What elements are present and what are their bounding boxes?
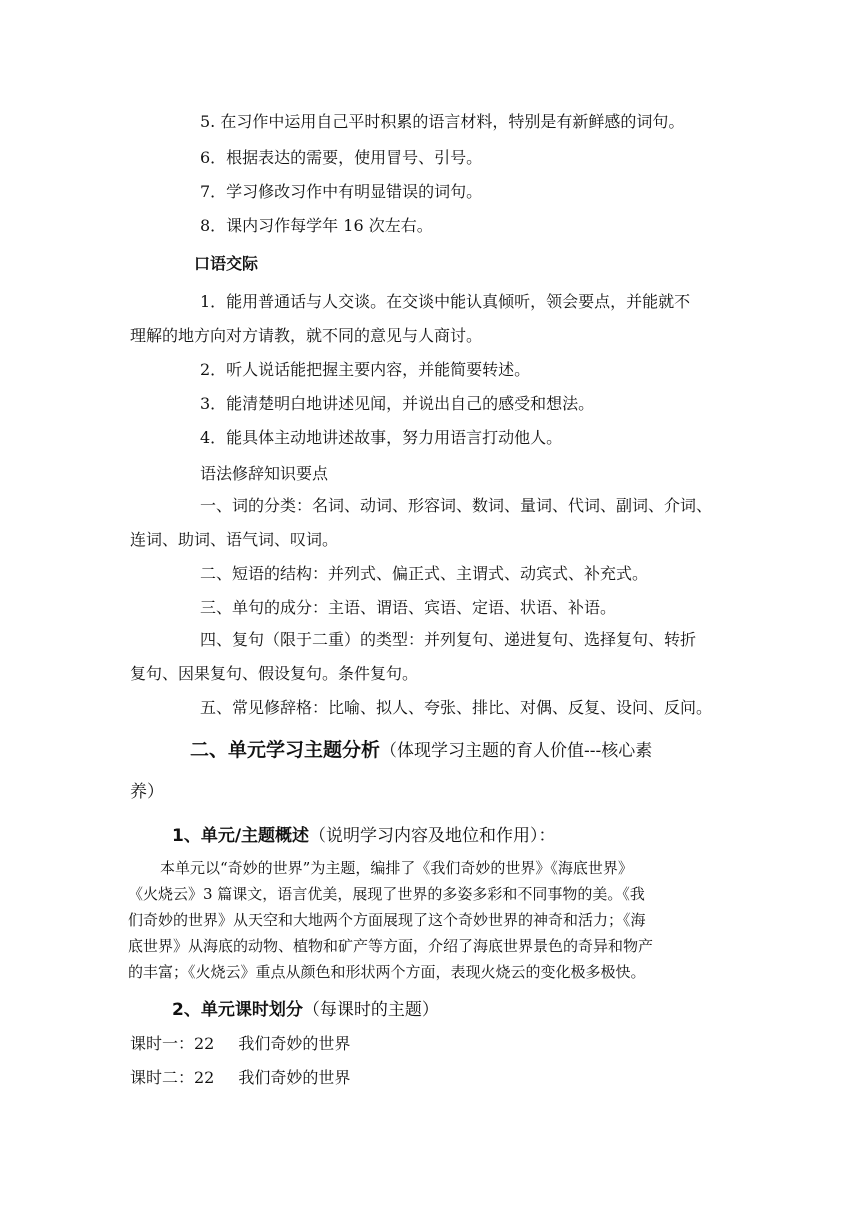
- periods-title: 2、单元课时划分: [172, 1000, 303, 1020]
- writing-item-7: 7．学习修改习作中有明显错误的词句。: [200, 182, 483, 201]
- grammar-p4-line-2: 复句、因果复句、假设复句。条件复句。: [130, 664, 419, 683]
- periods-note: （每课时的主题）: [302, 1000, 439, 1020]
- section-2-note-line-2: 养）: [130, 782, 164, 802]
- period-row: [130, 1068, 350, 1088]
- period-label: 课时二：22: [130, 1068, 215, 1087]
- section-2-note: （体现学习主题的育人价值---核心素: [380, 741, 653, 761]
- grammar-p2: 二、短语的结构：并列式、偏正式、主谓式、动宾式、补充式。: [200, 564, 649, 583]
- writing-item-6: 6．根据表达的需要，使用冒号、引号。: [200, 148, 483, 167]
- overview-note: （说明学习内容及地位和作用）：: [309, 826, 556, 846]
- grammar-heading: 语法修辞知识要点: [200, 464, 329, 483]
- grammar-p5: 五、常见修辞格：比喻、拟人、夸张、排比、对偶、反复、设问、反问。: [200, 698, 713, 717]
- overview-line-3: 们奇妙的世界》从天空和大地两个方面展现了这个奇妙世界的神奇和活力；《海: [128, 911, 646, 929]
- overview-title: 1、单元/主题概述: [172, 826, 310, 846]
- grammar-p3: 三、单句的成分：主语、谓语、宾语、定语、状语、补语。: [200, 598, 617, 617]
- period-topic: 我们奇妙的世界: [238, 1068, 351, 1087]
- section-2-heading: [190, 740, 652, 761]
- oral-item-2: 2．听人说话能把握主要内容，并能简要转述。: [200, 360, 531, 379]
- grammar-p4-line-1: 四、复句（限于二重）的类型：并列复句、递进复句、选择复句、转折: [200, 630, 697, 649]
- writing-item-5: 5. 在习作中运用自己平时积累的语言材料，特别是有新鲜感的词句。: [200, 112, 685, 131]
- grammar-p1-line-2: 连词、助词、语气词、叹词。: [130, 530, 339, 549]
- overview-line-2: 《火烧云》3 篇课文，语言优美，展现了世界的多姿多彩和不同事物的美。《我: [128, 885, 645, 903]
- oral-item-1-line-2: 理解的地方向对方请教，就不同的意见与人商讨。: [130, 326, 483, 345]
- oral-item-1-line-1: 1．能用普通话与人交谈。在交谈中能认真倾听，领会要点，并能就不: [200, 292, 691, 311]
- overview-heading: [172, 826, 556, 846]
- section-2-title: 二、单元学习主题分析: [190, 739, 381, 761]
- oral-item-4: 4．能具体主动地讲述故事，努力用语言打动他人。: [200, 428, 563, 447]
- overview-line-4: 底世界》从海底的动物、植物和矿产等方面，介绍了海底世界景色的奇异和物产: [128, 937, 654, 955]
- oral-heading: 口语交际: [194, 254, 259, 273]
- period-topic: 我们奇妙的世界: [238, 1034, 351, 1053]
- overview-line-1: 本单元以“奇妙的世界”为主题，编排了《我们奇妙的世界》《海底世界》: [160, 859, 633, 877]
- period-label: 课时一：22: [130, 1034, 215, 1053]
- grammar-p1-line-1: 一、词的分类：名词、动词、形容词、数词、量词、代词、副词、介词、: [200, 496, 713, 515]
- writing-item-8: 8．课内习作每学年 16 次左右。: [200, 216, 433, 235]
- period-row: [130, 1034, 350, 1054]
- periods-heading: [172, 1000, 439, 1020]
- overview-line-5: 的丰富；《火烧云》重点从颜色和形状两个方面，表现火烧云的变化极多极快。: [128, 963, 646, 981]
- oral-item-3: 3．能清楚明白地讲述见闻，并说出自己的感受和想法。: [200, 394, 595, 413]
